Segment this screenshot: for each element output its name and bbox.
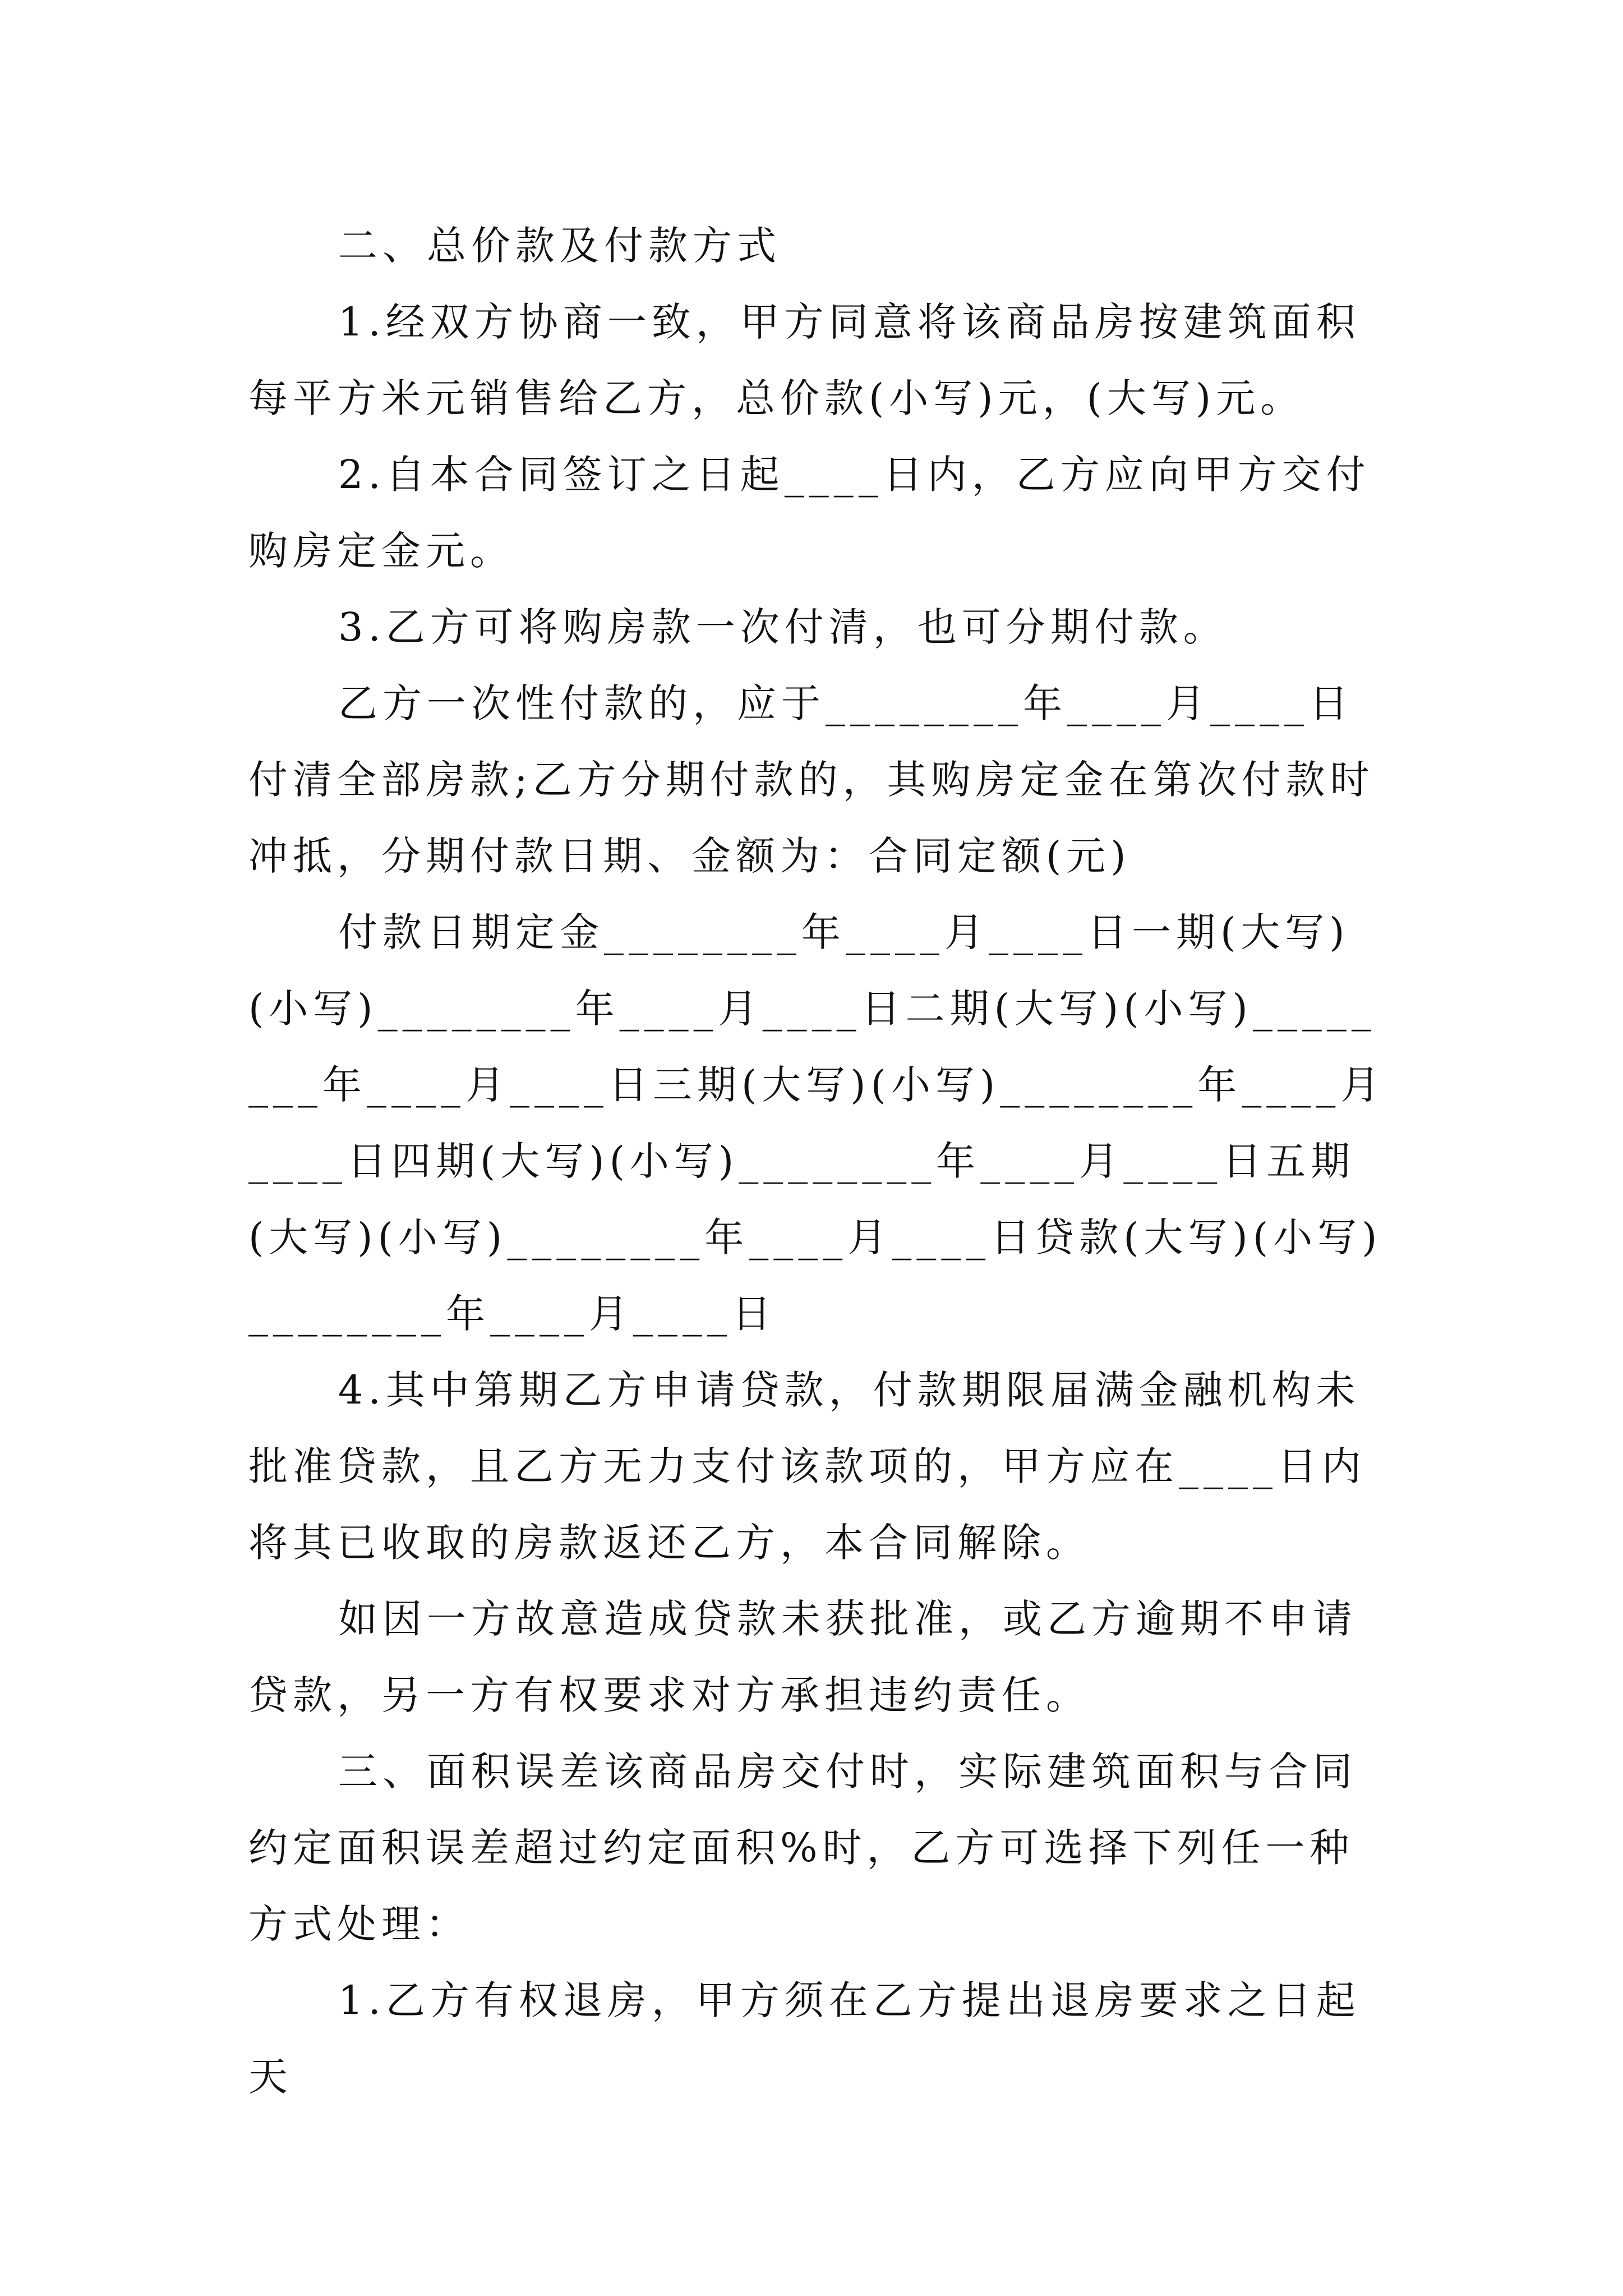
paragraph-payment-schedule: 付款日期定金________年____月____日一期(大写)(小写)________年____月____日二期(大写)(小写)________年____月____日三期(大写)(小写)________年____月____日四期(大写)(小写)________年____月____日五期(大写)(小写)________年____月____日贷款(大写)(小写)________年____月____日 — [248, 909, 1385, 1337]
clause-3-payment-method: 3.乙方可将购房款一次付清，也可分期付款。 — [338, 604, 1228, 650]
paragraph-breach-liability: 如因一方故意造成贷款未获批准，或乙方逾期不申请贷款，另一方有权要求对方承担违约责任。 — [248, 1596, 1357, 1718]
clause-1-refund-right: 1.乙方有权退房，甲方须在乙方提出退房要求之日起天 — [248, 1977, 1361, 2100]
clause-4-loan: 4.其中第期乙方申请贷款，付款期限届满金融机构未批准贷款，且乙方无力支付该款项的，甲方应在____日内将其已收取的房款返还乙方，本合同解除。 — [248, 1367, 1366, 1566]
section-heading-payment: 二、总价款及付款方式 — [338, 223, 781, 269]
clause-2-deposit: 2.自本合同签订之日起____日内，乙方应向甲方交付购房定金元。 — [248, 452, 1371, 574]
clause-1-total-price: 1.经双方协商一致，甲方同意将该商品房按建筑面积每平方米元销售给乙方，总价款(小写)元，(大写)元。 — [248, 299, 1361, 421]
paragraph-lump-sum-installment: 乙方一次性付款的，应于________年____月____日付清全部房款;乙方分期付款的，其购房定金在第次付款时冲抵，分期付款日期、金额为：合同定额(元) — [248, 680, 1375, 879]
section-heading-area-error: 三、面积误差该商品房交付时，实际建筑面积与合同约定面积误差超过约定面积%时，乙方可选择下列任一种方式处理： — [248, 1749, 1357, 1947]
